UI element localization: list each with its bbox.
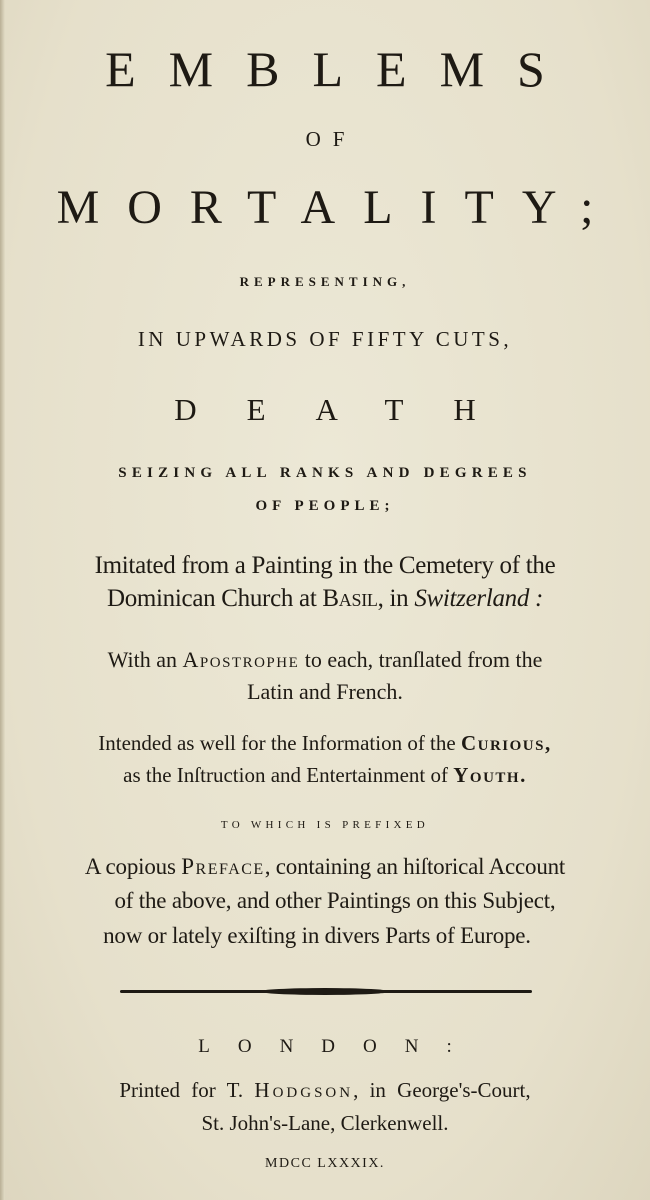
preface-line-1	[0, 855, 650, 878]
switzerland-text: Switzerland :	[414, 585, 544, 612]
hodgson-text: Hodgson	[254, 1078, 354, 1102]
preface-line-3: now or lately exiſting in divers Parts of Europe.	[103, 923, 531, 948]
preface-line-2: of the above, and other Paintings on this Subject,	[114, 888, 556, 913]
text: Intended as well for the Information of the	[98, 731, 461, 755]
title-emblems: EMBLEMS	[105, 41, 578, 97]
title-mortality: MORTALITY;	[56, 181, 622, 234]
fifty-cuts: IN UPWARDS OF FIFTY CUTS,	[137, 327, 513, 351]
text: , in	[377, 585, 415, 612]
publication-date: MDCC LXXXIX.	[265, 1156, 385, 1171]
printed-line-2: St. John's-Lane, Clerkenwell.	[201, 1111, 449, 1135]
text: , in George's-Court,	[353, 1078, 531, 1102]
imitated-line-1: Imitated from a Painting in the Cemetery of the	[94, 552, 556, 579]
imitated-line-2	[0, 586, 650, 611]
intended-line-1	[0, 733, 650, 754]
divider-rule-center	[260, 988, 390, 995]
youth-text: Youth.	[453, 763, 527, 787]
title-death: DEATH	[174, 392, 526, 427]
text: A copious	[84, 854, 182, 879]
text: Dominican Church at	[106, 585, 323, 612]
seizing-line-1: SEIZING ALL RANKS AND DEGREES	[118, 465, 532, 481]
with-line-2: Latin and French.	[247, 679, 403, 704]
curious-text: Curious,	[460, 731, 552, 755]
intended-line-2	[0, 765, 650, 786]
with-line-1	[0, 649, 650, 671]
basil-text: Basil	[322, 585, 378, 612]
text: With an	[107, 647, 183, 672]
text: Printed for T.	[119, 1078, 255, 1102]
representing: REPRESENTING,	[239, 274, 411, 289]
apostrophe-text: Apostrophe	[182, 647, 300, 672]
text: to each, tranſlated from the	[299, 647, 543, 672]
prefixed: TO WHICH IS PREFIXED	[220, 819, 430, 831]
seizing-line-2: OF PEOPLE;	[255, 498, 395, 514]
title-of: OF	[305, 127, 357, 151]
text: , containing an hiſtorical Account	[264, 854, 566, 879]
preface-text: Preface	[181, 854, 265, 879]
text: as the Inſtruction and Entertainment of	[123, 763, 454, 787]
printed-line-1	[0, 1080, 650, 1101]
london: LONDON:	[198, 1036, 480, 1057]
